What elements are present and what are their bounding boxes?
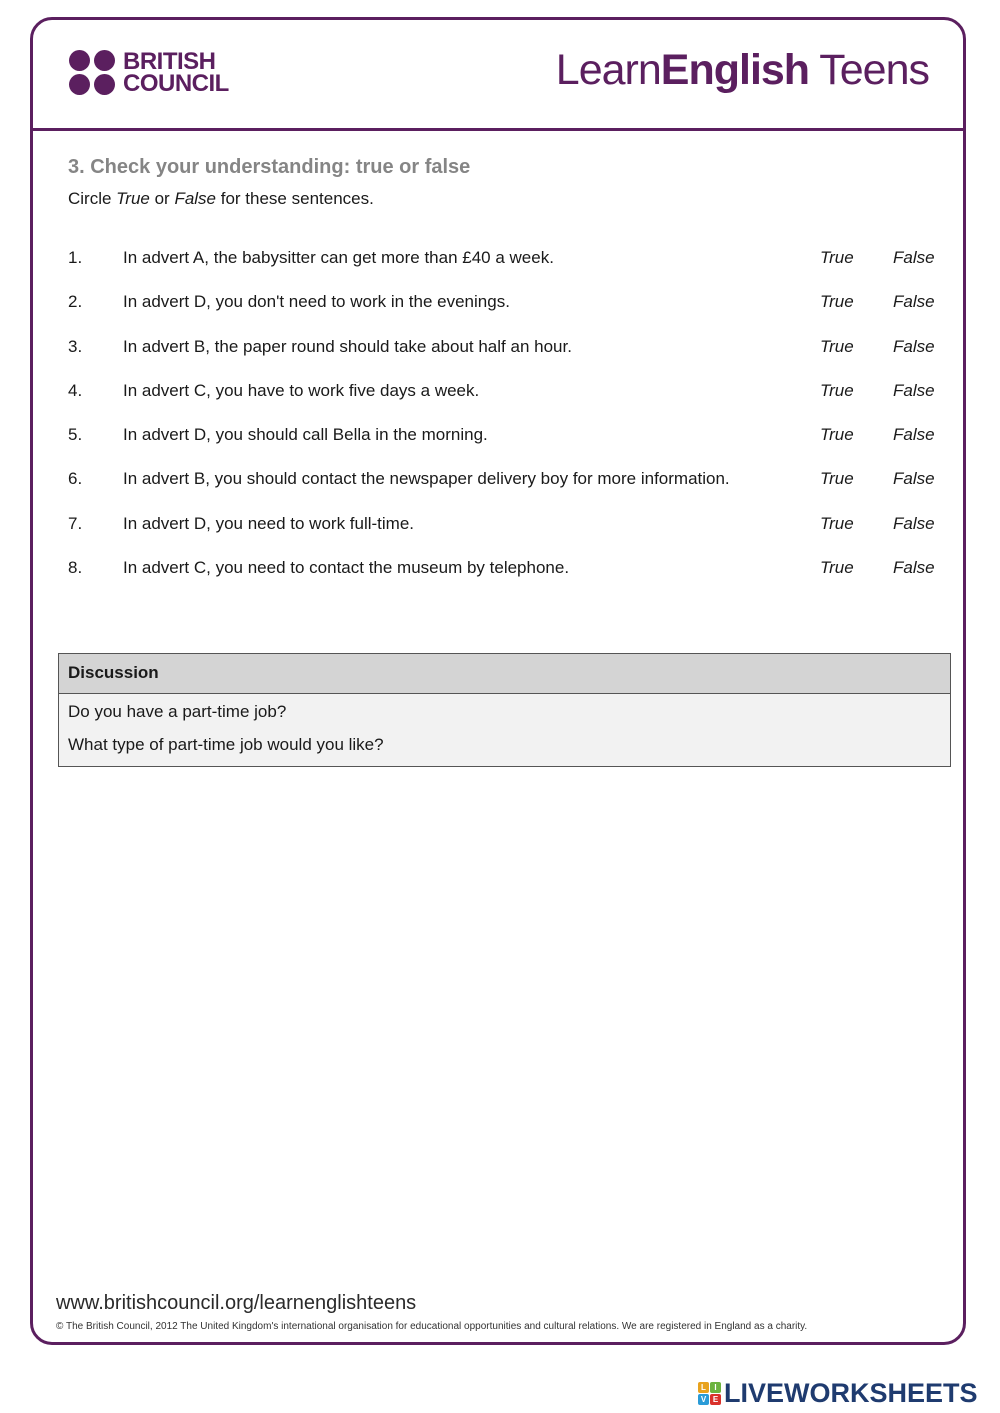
answer-true[interactable]: True (820, 558, 854, 578)
question-text: In advert A, the babysitter can get more than £40 a week. (123, 248, 554, 267)
liveworksheets-icon: L I V E (698, 1382, 721, 1405)
question-row (68, 381, 943, 425)
bc-logo-line2: COUNCIL (123, 70, 229, 97)
question-row (68, 558, 943, 602)
answer-true[interactable]: True (820, 380, 854, 400)
british-council-logo (69, 48, 229, 98)
footer-copyright: © The British Council, 2012 The United Kingdom's international organisation for educational opportunities and cultural relations. We are registered in England as a charity. (56, 1321, 808, 1332)
question-row (68, 292, 943, 336)
question-number: 6. (68, 469, 83, 489)
discussion-question: Do you have a part-time job? (68, 702, 287, 721)
answer-true[interactable]: True (820, 292, 854, 312)
footer-url[interactable]: www.britishcouncil.org/learnenglishteens (56, 1292, 417, 1314)
bc-logo-line1: BRITISH (123, 48, 216, 75)
question-number: 5. (68, 425, 83, 445)
answer-false[interactable]: False (893, 558, 935, 578)
answer-true[interactable]: True (820, 248, 854, 267)
question-number: 8. (68, 558, 83, 578)
answer-true[interactable]: True (820, 425, 854, 445)
question-number: 7. (68, 513, 83, 533)
question-text: In advert D, you should call Bella in the morning. (123, 425, 488, 445)
answer-true[interactable]: True (820, 513, 854, 533)
discussion-question: What type of part-time job would you like? (68, 735, 384, 754)
discussion-box (58, 653, 951, 767)
liveworksheets-brand[interactable] (698, 1377, 978, 1409)
answer-true[interactable]: True (820, 469, 854, 489)
header-divider (33, 128, 963, 131)
liveworksheets-text: LIVEWORKSHEETS (724, 1377, 978, 1408)
section-title: 3. Check your understanding: true or false (68, 156, 471, 178)
answer-false[interactable]: False (893, 336, 935, 356)
question-number: 4. (68, 380, 83, 400)
le-logo-learn: Learn (555, 46, 661, 94)
discussion-heading: Discussion (59, 654, 950, 694)
worksheet-frame (30, 17, 966, 1345)
question-text: In advert B, the paper round should take about half an hour. (123, 336, 572, 356)
answer-false[interactable]: False (893, 513, 935, 533)
question-text: In advert C, you have to work five days a week. (123, 380, 480, 400)
question-text: In advert C, you need to contact the museum by telephone. (123, 558, 570, 578)
le-logo-teens: Teens (809, 46, 929, 94)
answer-false[interactable]: False (893, 469, 935, 489)
answer-false[interactable]: False (893, 380, 935, 400)
british-council-dots-icon (69, 50, 117, 96)
learnenglish-teens-logo (556, 46, 929, 95)
question-number: 2. (68, 292, 83, 312)
question-number: 1. (68, 248, 83, 267)
question-row (68, 469, 943, 513)
answer-false[interactable]: False (893, 292, 935, 312)
question-list (68, 248, 943, 602)
question-row (68, 248, 943, 292)
answer-false[interactable]: False (893, 425, 935, 445)
question-text: In advert D, you need to work full-time. (123, 513, 415, 533)
question-row (68, 337, 943, 381)
question-text: In advert B, you should contact the newspaper delivery boy for more information. (123, 469, 730, 489)
question-text: In advert D, you don't need to work in the evenings. (123, 292, 510, 312)
answer-false[interactable]: False (893, 248, 935, 267)
le-logo-english: English (660, 46, 810, 94)
question-row (68, 514, 943, 558)
question-number: 3. (68, 336, 83, 356)
answer-true[interactable]: True (820, 336, 854, 356)
question-row (68, 425, 943, 469)
instructions: Circle True or False for these sentences. (68, 189, 374, 208)
